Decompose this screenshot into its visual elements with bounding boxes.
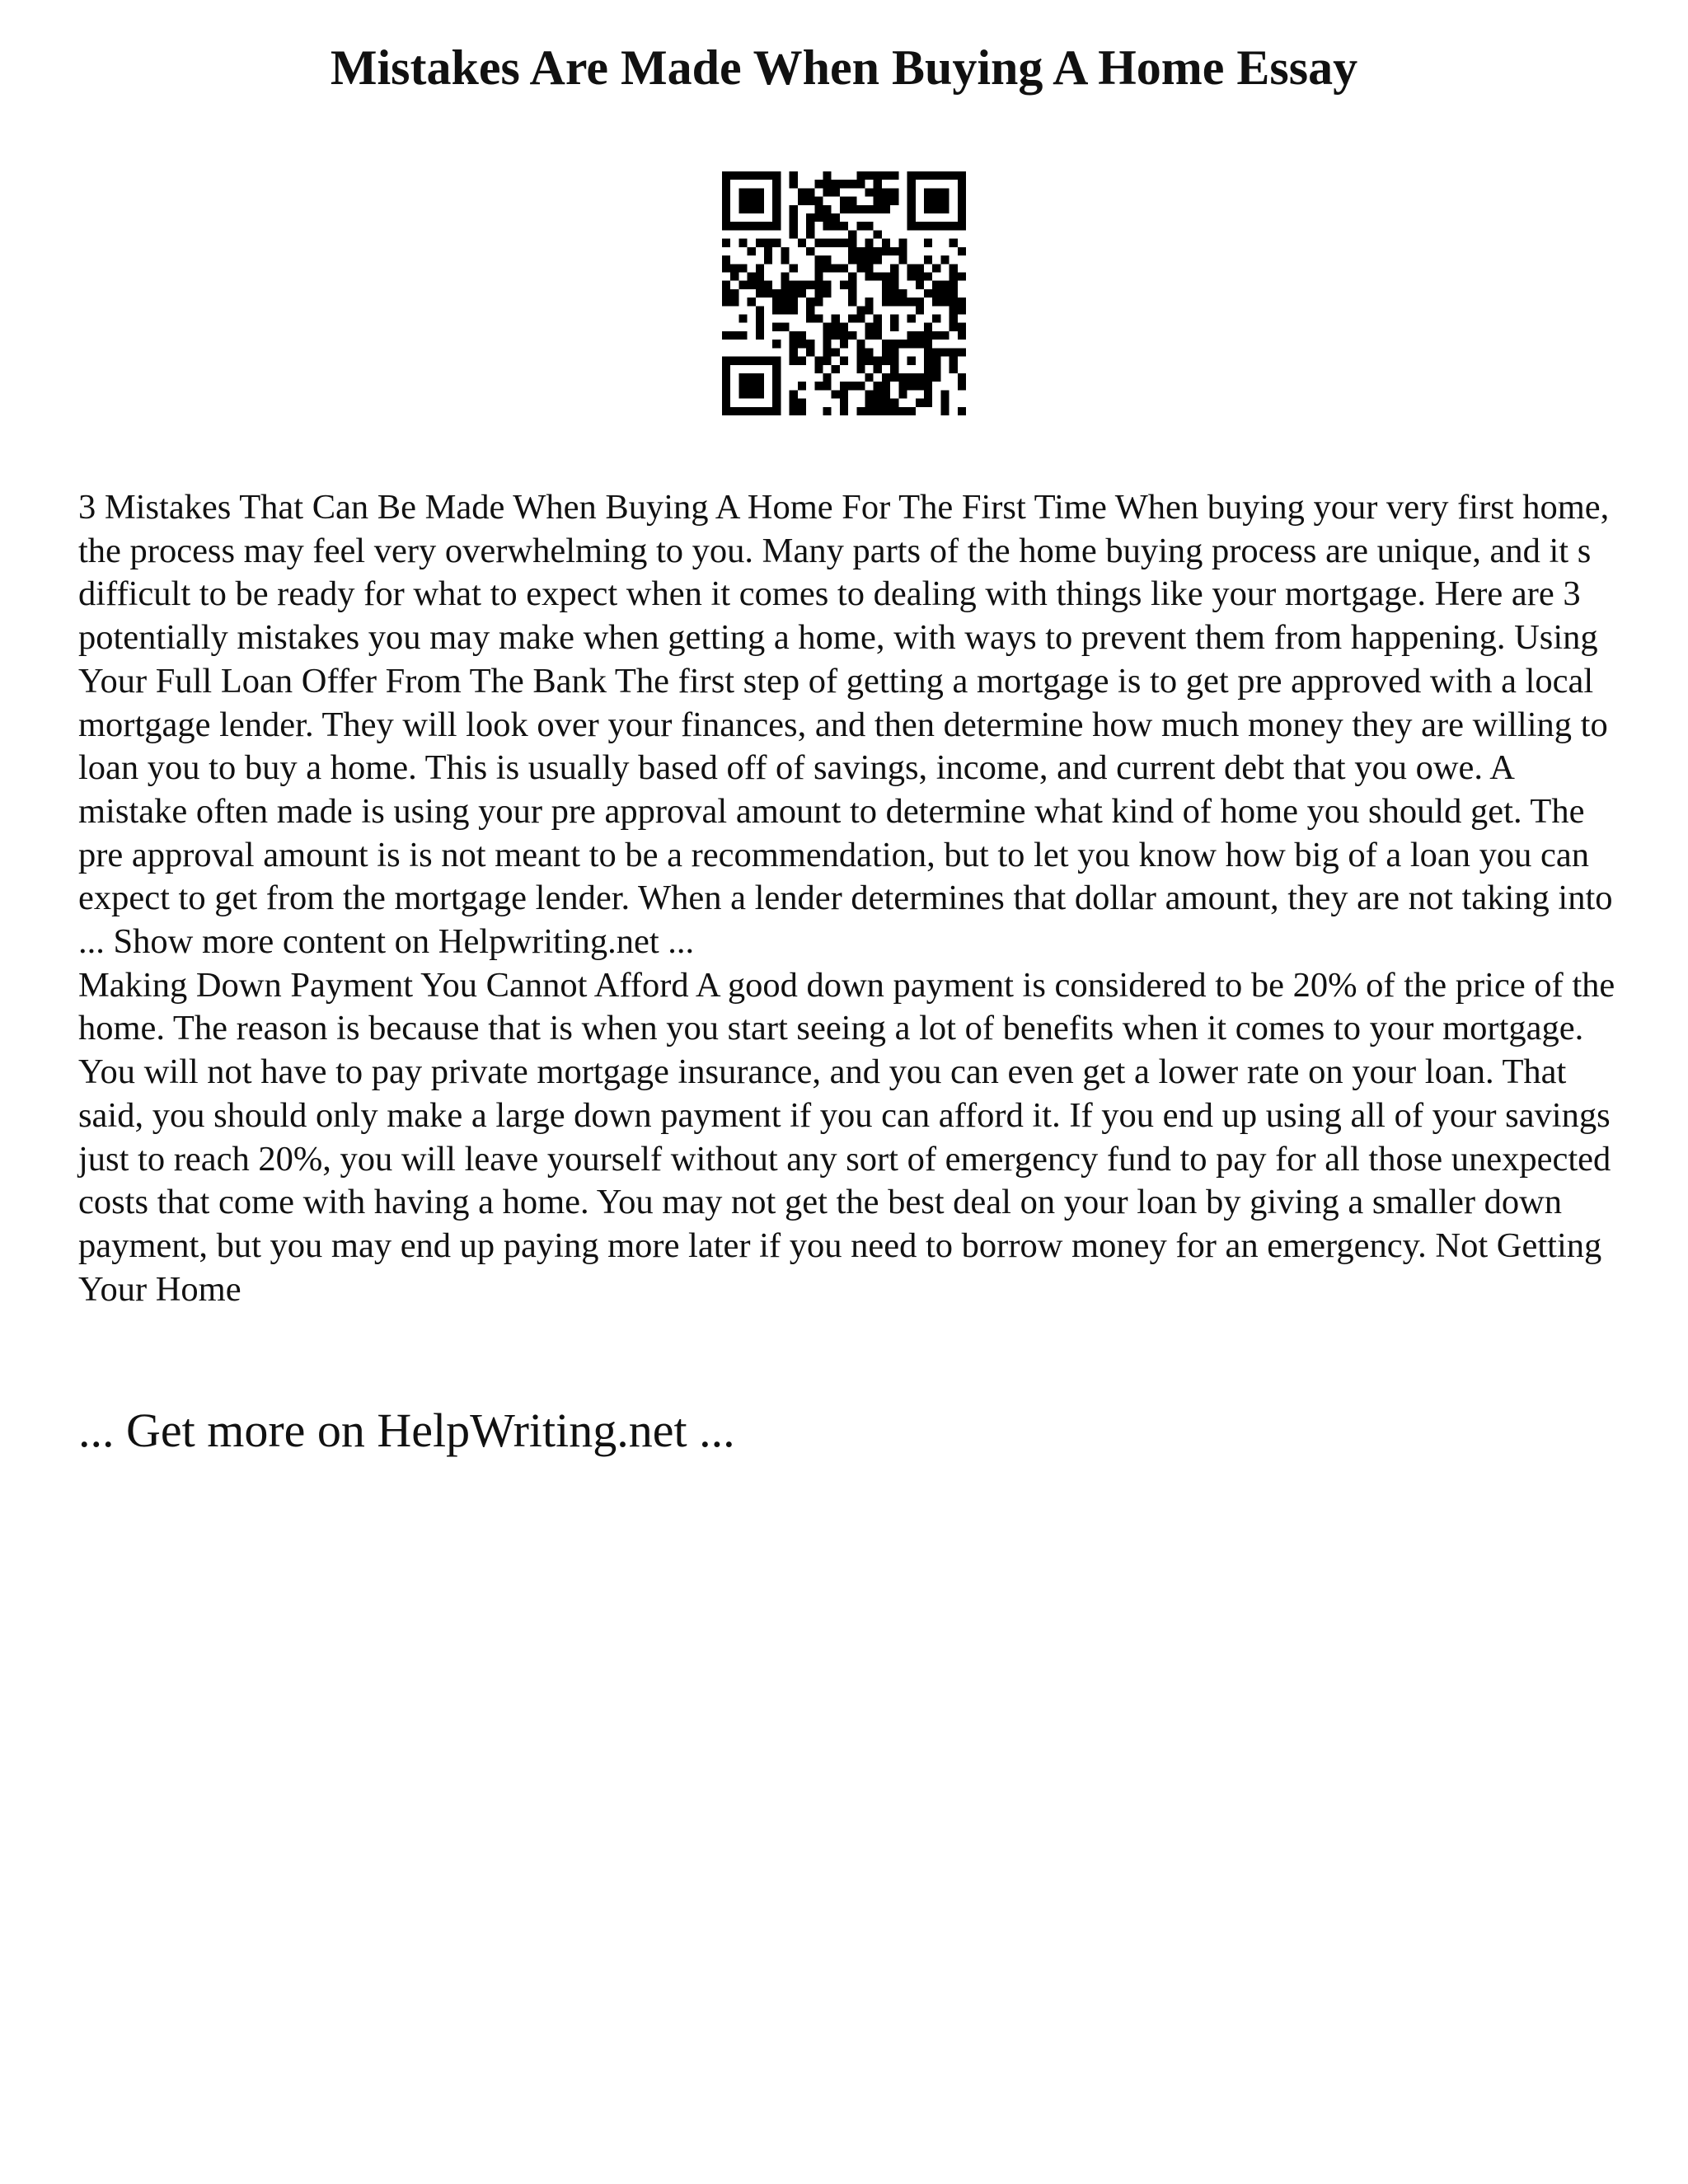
qr-code-graphic	[722, 171, 966, 415]
essay-body	[78, 486, 1620, 1311]
get-more-link[interactable]: ... Get more on HelpWriting.net ...	[78, 1404, 735, 1457]
essay-paragraph-2: Making Down Payment You Cannot Afford A good down payment is considered to be 20% of the price of the home. The reason is because that is when you start seeing a lot of benefits when it comes to your mortgage. You will not have to pay private mortgage insurance, and you can even get a lower rate on your loan. That said, you should only make a large down payment if you can afford it. If you end up using all of your savings just to reach 20%, you will leave yourself without any sort of emergency fund to pay for all those unexpected costs that come with having a home. You may not get the best deal on your loan by giving a smaller down payment, but you may end up paying more later if you need to borrow money for an emergency. Not Getting Your Home	[78, 965, 1615, 1309]
essay-paragraph-1: 3 Mistakes That Can Be Made When Buying A Home For The First Time When buying your very first home, the process may feel very overwhelming to you. Many parts of the home buying process are unique, and it s difficult to be ready for what to expect when it comes to dealing with things like your mortgage. Here are 3 potentially mistakes you may make when getting a home, with ways to prevent them from happening. Using Your Full Loan Offer From The Bank The first step of getting a mortgage is to get pre approved with a local mortgage lender. They will look over your finances, and then determine how much money they are willing to loan you to buy a home. This is usually based off of savings, income, and current debt that you owe. A mistake often made is using your pre approval amount to determine what kind of home you should get. The pre approval amount is is not meant to be a recommendation, but to let you know how big of a loan you can expect to get from the mortgage lender. When a lender determines that dollar amount, they are not taking into ... Show more content on Helpwriting.net ...	[78, 488, 1613, 962]
document-title: Mistakes Are Made When Buying A Home Essay	[330, 40, 1358, 95]
qr-code-icon	[722, 171, 966, 415]
